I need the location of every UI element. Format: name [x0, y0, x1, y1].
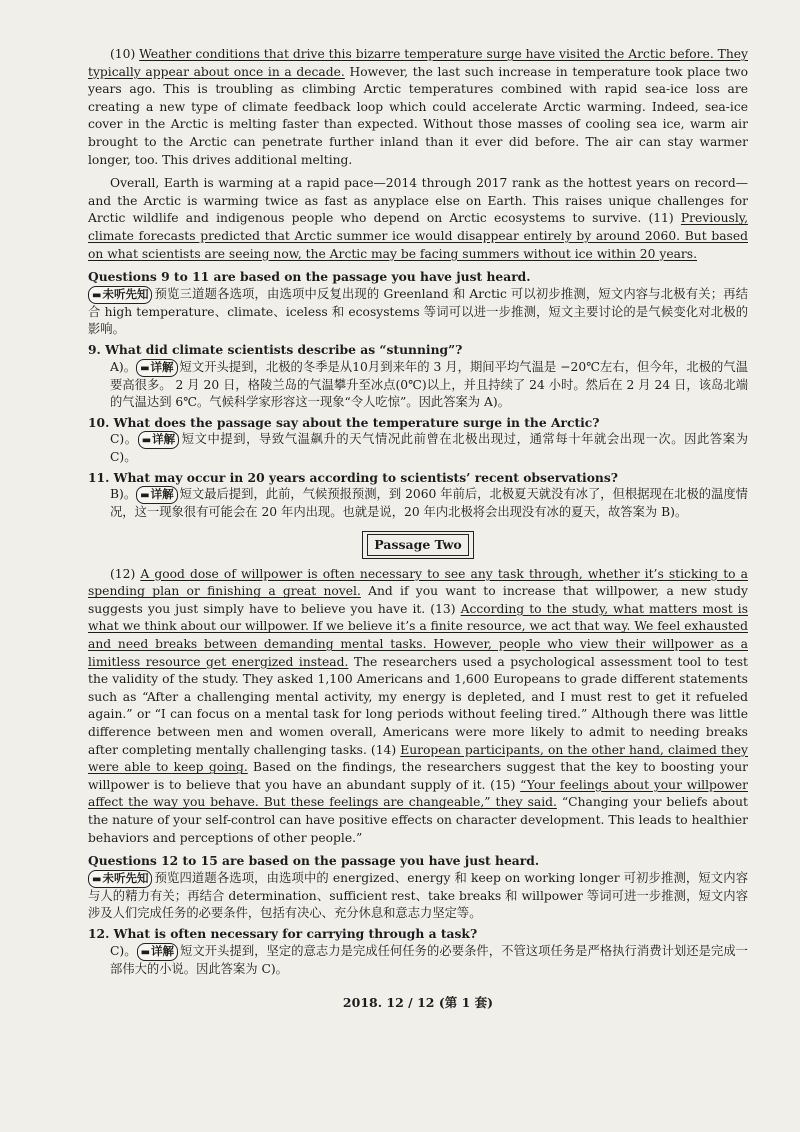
answer-9: A)。 ▬详解 短文开头提到，北极的冬季是从10月到来年的 3 月，期间平均气温是 −20℃左右，但今年，北极的气温要高很多。 2 月 20 日，格陵兰岛的气温攀升至冰点(0℃)以上，并且持续了 24 小时。然后在 2 月 24 日，该岛北端的气温达到 6℃。气候科学家形容这一现象“令人吃惊”。因此答案为 A)。 — [110, 359, 749, 410]
passage-two-paragraph: (12) A good dose of willpower is often necessary to see any task through, whether it’s sticking to a spending plan or finishing a great novel. And if you want to increase that willpower, a new study suggests you just simply have to believe you have it. (13) According to the study, what matters most is what we think about our willpower. If we believe it’s a finite resource, we act that way. We feel exhausted and need breaks between demanding mental tasks. However, people who view their willpower as a limitless resource get energized instead. The researchers used a psychological assessment tool to test the validity of the study. They asked 1,100 Americans and 1,600 Europeans to grade different statements such as “After a challenging mental activity, my energy is depleted, and I must rest to get it refueled again.” or “I can focus on a mental task for long periods without feeling tired.” Although there was little difference between men and women overall, Americans were more likely to admit to needing breaks after completing mentally challenging tasks. (14) European participants, on the other hand, claimed they were able to keep going. Based on the findings, the researchers suggest that the key to boosting your willpower is to believe that you have an abundant supply of it. (15) “Your feelings about your willpower affect the way you behave. But these feelings are changeable,” they said. “Changing your beliefs about the nature of your self-control can have positive effects on character development. This leads to healthier behaviors and perceptions of other people.” — [88, 566, 749, 845]
book-icon: ▬ — [140, 490, 150, 502]
detail-tag: ▬详解 — [136, 486, 177, 504]
underlined-sentence: “Your feelings about your willpower affect the way you behave. But these feelings are changeable,” they said. — [88, 777, 748, 810]
underlined-sentence: Weather conditions that drive this bizarre temperature surge have visited the Arctic before. They typically appear about once in a decade. — [88, 47, 748, 79]
underlined-sentence: According to the study, what matters most is what we think about our willpower. If we believe it’s a finite resource, we act that way. We feel exhausted and need breaks between demanding mental tasks. However, people who view their willpower as a limitless resource get energized instead. — [88, 601, 749, 669]
answer-10: C)。 ▬详解 短文中提到，导致气温飙升的天气情况此前曾在北极出现过，通常每十年就会出现一次。因此答案为 C)。 — [110, 432, 748, 465]
question-12: 12. What is often necessary for carrying through a task? — [88, 925, 478, 941]
page-content — [88, 46, 748, 1012]
passage-paragraph-10: (10) Weather conditions that drive this bizarre temperature surge have visited the Arctic before. They typically appear about once in a decade. However, the last such increase in temperature took place two years ago. This is troubling as climbing Arctic temperatures combined with rapid sea-ice loss are creating a new type of climate feedback loop which could accelerate Arctic warming. Indeed, sea-ice cover in the Arctic is melting faster than expected. Without those masses of cooling sea ice, warm air brought to the Arctic can penetrate further inland than it ever did before. The air can stay warmer longer, too. This drives additional melting. — [88, 47, 748, 167]
detail-tag: ▬详解 — [136, 359, 177, 377]
book-icon: ▬ — [92, 873, 102, 885]
underlined-sentence: Previously, climate forecasts predicted that Arctic summer ice would disappear entirely by around 2060. But based on what scientists are seeing now, the Arctic may be facing summers without ice within 20 years. — [88, 211, 748, 261]
answer-12: C)。 ▬详解 短文开头提到，坚定的意志力是完成任何任务的必要条件，不管这项任务是严格执行消费计划还是完成一部伟大的小说。因此答案为 C)。 — [110, 943, 748, 976]
preview-tag: ▬未听先知 — [88, 286, 152, 304]
question-10: 10. What does the passage say about the temperature surge in the Arctic? — [88, 414, 600, 430]
question-9: 9. What did climate scientists describe as “stunning”? — [88, 341, 463, 357]
underlined-sentence: European participants, on the other hand, claimed they were able to keep going. — [88, 742, 749, 775]
passage-paragraph-11: Overall, Earth is warming at a rapid pace—2014 through 2017 rank as the hottest years on record—and the Arctic is warming twice as fast as anyplace else on Earth. This raises unique challenges for Arctic wildlife and indigenous people who depend on Arctic ecosystems to survive. (11) Previously, climate forecasts predicted that Arctic summer ice would disappear entirely by around 2060. But based on what scientists are seeing now, the Arctic may be facing summers without ice within 20 years. — [88, 176, 748, 261]
underlined-sentence: A good dose of willpower is often necessary to see any task through, whether it’s sticking to a spending plan or finishing a great novel. — [88, 566, 748, 599]
questions-heading-12-15: Questions 12 to 15 are based on the passage you have just heard. — [88, 853, 540, 869]
preview-tag: ▬未听先知 — [88, 870, 152, 888]
questions-heading-9-11: Questions 9 to 11 are based on the passage you have just heard. — [88, 269, 531, 285]
preview-note: ▬未听先知 预览三道题各选项，由选项中反复出现的 Greenland 和 Arctic 可以初步推测，短文内容与北极有关；再结合 high temperature、climate、iceless 和 ecosystems 等词可以进一步推测，短文主要讨论的是气候变化对北极的影响。 — [88, 286, 748, 337]
book-icon: ▬ — [92, 289, 102, 301]
page-footer: 2018. 12 / 12 (第 1 套) — [342, 995, 494, 1011]
book-icon: ▬ — [140, 362, 150, 374]
answer-11: B)。 ▬详解 短文最后提到，此前，气候预报预测，到 2060 年前后，北极夏天就没有冰了，但根据现在北极的温度情况，这一现象很有可能会在 20 年内出现。也就是说，20 年内北极将会出现没有冰的夏天，故答案为 B)。 — [110, 487, 748, 520]
book-icon: ▬ — [141, 435, 152, 447]
book-icon: ▬ — [140, 946, 151, 958]
preview-note: ▬未听先知 预览四道题各选项，由选项中的 energized、energy 和 keep on working longer 可初步推测，短文内容与人的精力有关；再结合 determination、sufficient rest、take breaks 和 willpower 等词可进一步推测，短文内容涉及人们完成任务的必要条件，包括有决心、充分休息和意志力坚定等。 — [88, 870, 748, 921]
question-11: 11. What may occur in 20 years according to scientists’ recent observations? — [88, 469, 618, 485]
passage-two-title: Passage Two — [367, 534, 468, 556]
passage-two-header — [88, 531, 748, 559]
detail-tag: ▬详解 — [138, 431, 179, 449]
detail-tag: ▬详解 — [137, 943, 178, 961]
